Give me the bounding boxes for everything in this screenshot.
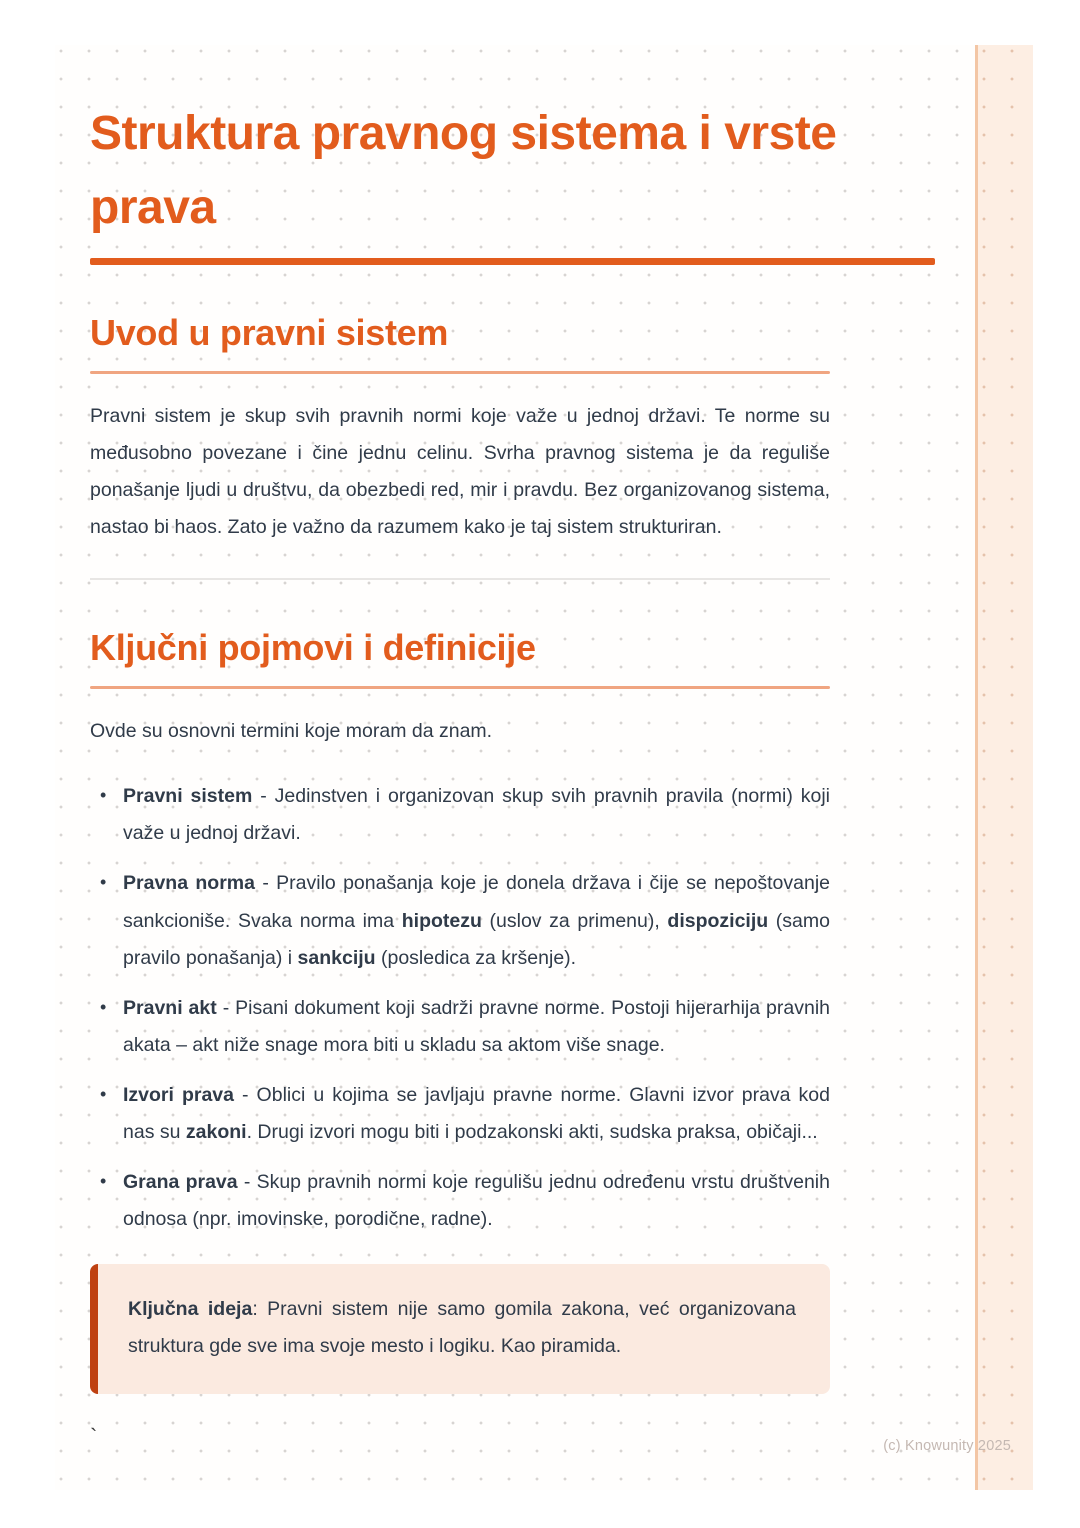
stray-backtick-mark: ` (90, 1424, 98, 1449)
section-heading-underline (90, 686, 830, 689)
text-run: (uslov za primenu), (481, 909, 668, 932)
bold-term: sankciju (297, 946, 376, 969)
key-idea-callout (90, 1264, 830, 1394)
term-list-item (90, 1164, 830, 1238)
intro-paragraph: Pravni sistem je skup svih pravnih normi koje važe u jednoj državi. Te norme su međusobno povezane i čine jednu celinu. Svrha pravnog sistema je da reguliše ponašanje ljudi u društvu, da obezbedi red, mir i pravdu. Bez organizovanog sistema, nastao bi haos. Zato je važno da razumem kako je taj sistem strukturiran. (90, 404, 830, 539)
bold-term: Pravni akt (123, 996, 217, 1019)
term-list-item (90, 990, 830, 1064)
term-list-item (90, 778, 830, 852)
title-underline-rule (90, 258, 935, 265)
text-run: : Pravni sistem nije samo gomila zakona, već organizovana struktura gde sve ima svoje mesto i logiku. Kao piramida. (128, 1297, 796, 1357)
bold-term: Izvori prava (123, 1083, 234, 1106)
text-run: . Drugi izvori mogu biti i podzakonski akti, sudska praksa, običaji... (246, 1120, 818, 1143)
section-heading-underline (90, 371, 830, 374)
copyright-footer: (c) Knowunity 2025 (883, 1438, 1011, 1454)
bold-term: Pravni sistem (123, 785, 253, 808)
terms-list (90, 778, 830, 1238)
text-run: - Pravilo ponašanja koje je donela država i čije se nepoštovanje sankcioniše. Svaka norma ima (123, 872, 831, 932)
term-list-item (90, 865, 830, 976)
right-accent-strip (975, 45, 1033, 1490)
page-title-line-2: prava (90, 181, 216, 235)
text-run: - Skup pravnih normi koje regulišu jednu određenu vrstu društvenih odnosa (npr. imovinske, porodične, radne). (123, 1170, 830, 1230)
text-run: - Pisani dokument koji sadrži pravne norme. Postoji hijerarhija pravnih akata – akt niže snage mora biti u skladu sa aktom više snage. (123, 996, 830, 1056)
document-page (55, 45, 1033, 1490)
page-title (90, 97, 952, 246)
section-divider (90, 578, 830, 580)
section-uvod (90, 311, 830, 546)
section-heading-pojmovi: Ključni pojmovi i definicije (90, 627, 536, 669)
text-run: (samo pravilo ponašanja) i (123, 909, 830, 969)
bold-term: dispoziciju (667, 909, 769, 932)
section-kljucni-pojmovi (90, 626, 830, 1238)
term-list-item (90, 1077, 830, 1151)
bold-term: hipotezu (401, 909, 482, 932)
bold-term: Grana prava (123, 1170, 238, 1193)
text-run: (posledica za kršenje). (375, 946, 577, 969)
bold-term: zakoni (185, 1120, 247, 1143)
text-run: - Oblici u kojima se javljaju pravne norme. Glavni izvor prava kod nas su (123, 1083, 830, 1143)
terms-intro-text: Ovde su osnovni termini koje moram da znam. (90, 720, 493, 743)
text-run: - Jedinstven i organizovan skup svih pravnih pravila (normi) koji važe u jednoj državi. (123, 785, 830, 845)
bold-term: Ključna ideja (128, 1297, 253, 1320)
bold-term: Pravna norma (123, 872, 255, 895)
key-idea-text (128, 1291, 796, 1365)
page-title-line-1: Struktura pravnog sistema i vrste (90, 107, 837, 160)
page-content (90, 45, 837, 1449)
section-heading-uvod: Uvod u pravni sistem (90, 311, 449, 353)
